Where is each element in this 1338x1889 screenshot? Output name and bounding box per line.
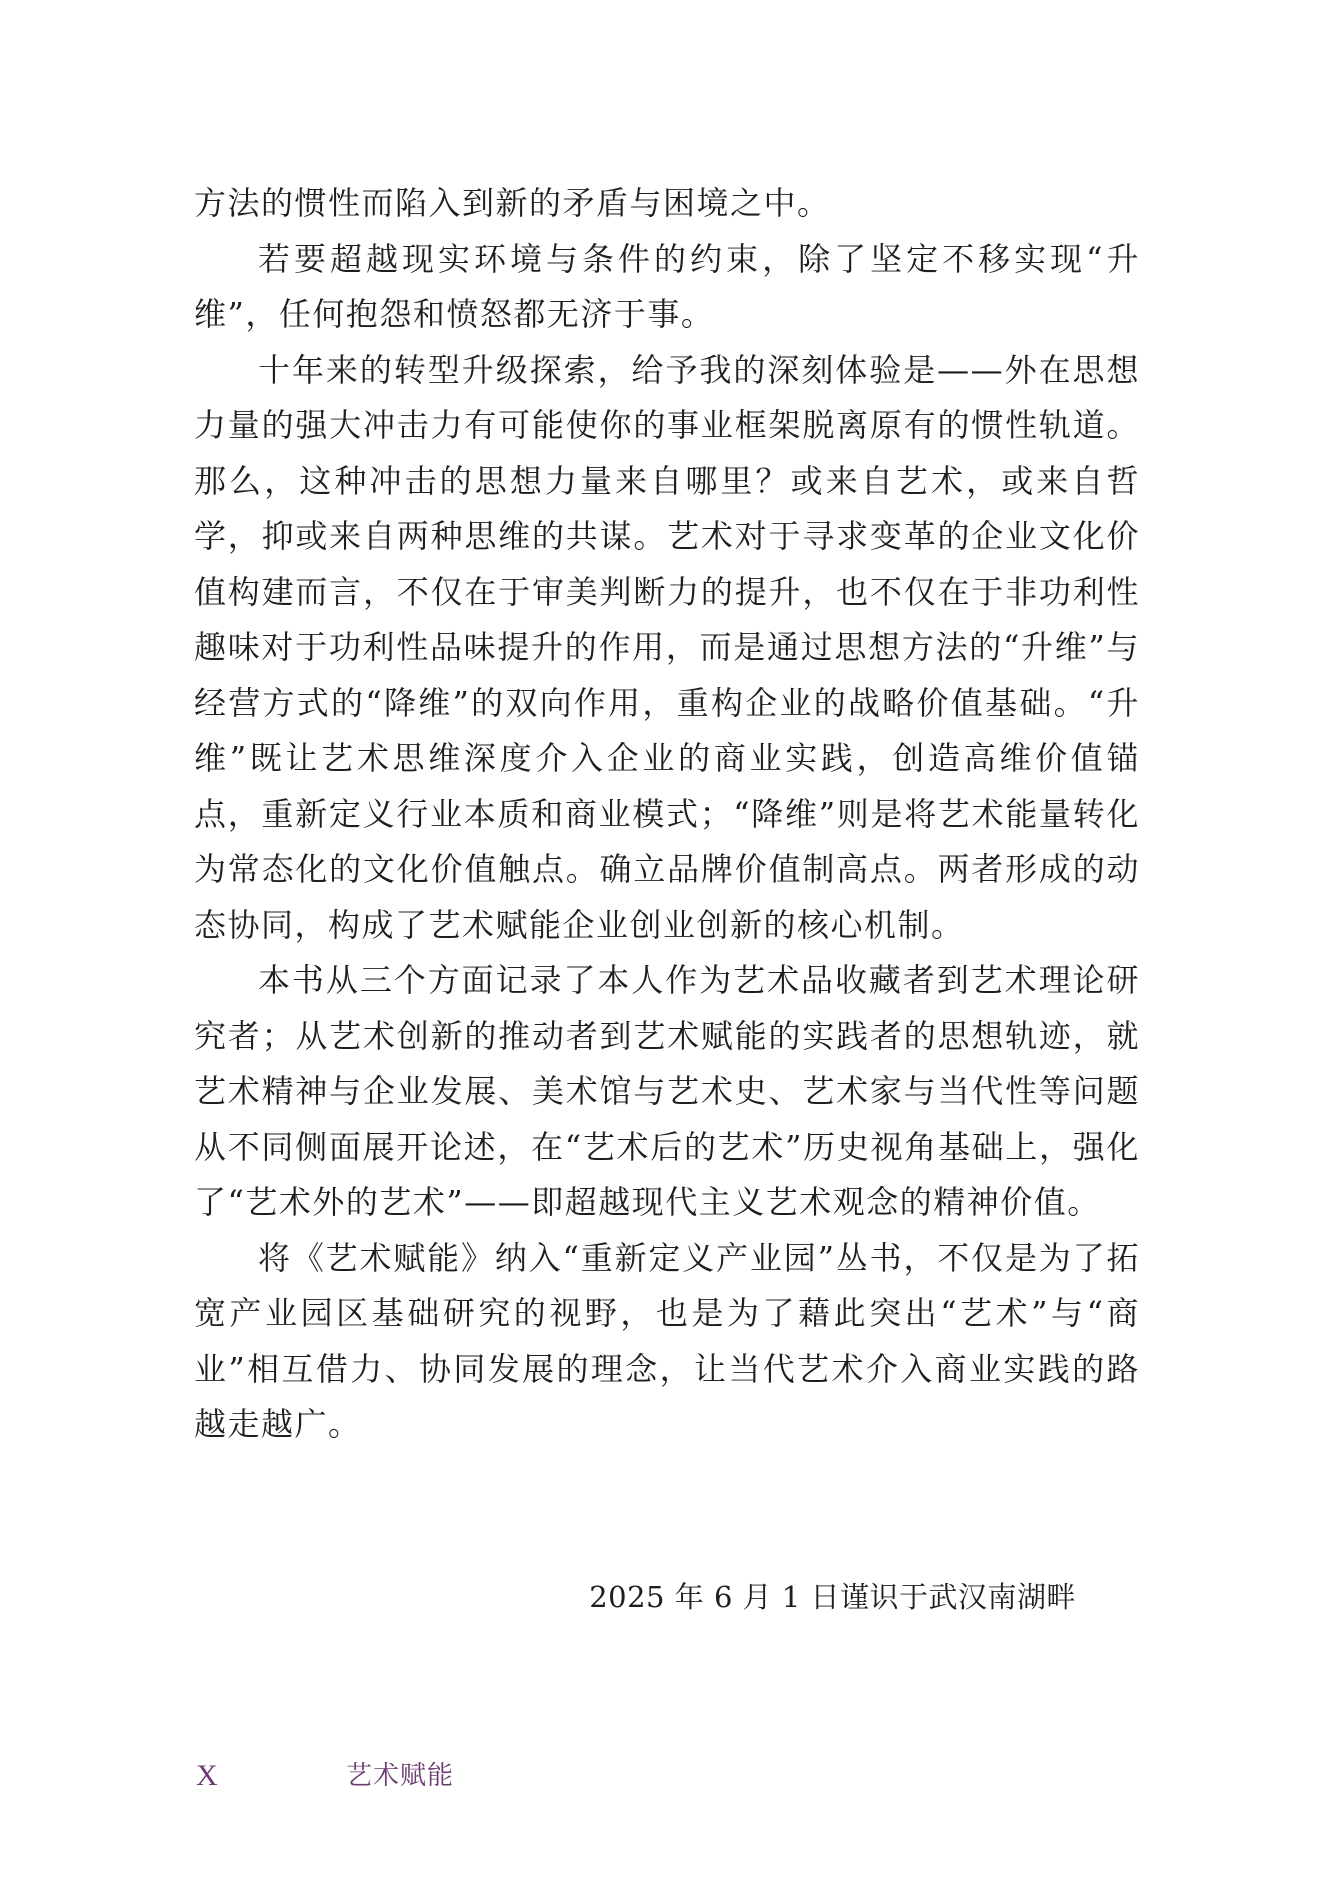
paragraph-4: 本书从三个方面记录了本人作为艺术品收藏者到艺术理论研究者；从艺术创新的推动者到艺术赋能的实践者的思想轨迹，就艺术精神与企业发展、美术馆与艺术史、艺术家与当代性等问题从不同侧面展开论述，在“艺术后的艺术”历史视角基础上，强化了“艺术外的艺术”——即超越现代主义艺术观念的精神价值。 [194,961,1140,1221]
paragraph-3: 十年来的转型升级探索，给予我的深刻体验是——外在思想力量的强大冲击力有可能使你的事业框架脱离原有的惯性轨道。那么，这种冲击的思想力量来自哪里？或来自艺术，或来自哲学，抑或来自两种思维的共谋。艺术对于寻求变革的企业文化价值构建而言，不仅在于审美判断力的提升，也不仅在于非功利性趣味对于功利性品味提升的作用，而是通过思想方法的“升维”与经营方式的“降维”的双向作用，重构企业的战略价值基础。“升维”既让艺术思维深度介入企业的商业实践，创造高维价值锚点，重新定义行业本质和商业模式；“降维”则是将艺术能量转化为常态化的文化价值触点。确立品牌价值制高点。两者形成的动态协同，构成了艺术赋能企业创业创新的核心机制。 [194,350,1140,944]
footer-page-number: X [196,1759,218,1792]
body-text [194,176,1140,1453]
signature-date-line: 2025 年 6 月 1 日谨识于武汉南湖畔 [589,1580,1076,1614]
paragraph-5: 将《艺术赋能》纳入“重新定义产业园”丛书，不仅是为了拓宽产业园区基础研究的视野，也是为了藉此突出“艺术”与“商业”相互借力、协同发展的理念，让当代艺术介入商业实践的路越走越广。 [194,1238,1140,1443]
footer-book-title: 艺术赋能 [346,1761,455,1791]
paragraph-2: 若要超越现实环境与条件的约束，除了坚定不移实现“升维”，任何抱怨和愤怒都无济于事。 [194,239,1140,333]
paragraph-1: 方法的惯性而陷入到新的矛盾与困境之中。 [194,184,831,222]
